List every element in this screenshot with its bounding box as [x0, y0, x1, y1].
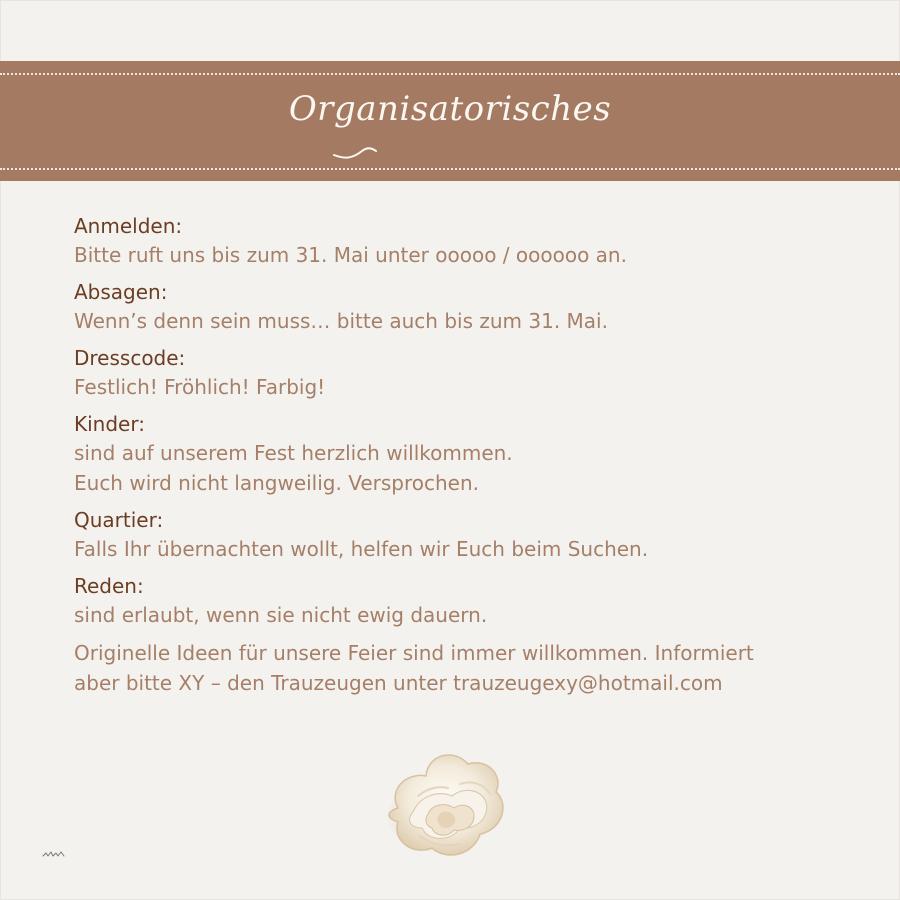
- section-label: Reden:: [74, 574, 144, 598]
- section-text: Falls Ihr übernachten wollt, helfen wir Euch beim Suchen.: [74, 537, 649, 561]
- section-absagen: [74, 278, 834, 336]
- section-text: Bitte ruft uns bis zum 31. Mai unter ooooo / oooooo an.: [74, 243, 627, 267]
- footer-line: aber bitte XY – den Trauzeugen unter trauzeugexy@hotmail.com: [74, 671, 723, 695]
- top-stitch-line: [0, 73, 900, 75]
- title-band: [0, 61, 900, 181]
- footer-note: [74, 638, 834, 698]
- section-text: Wenn’s denn sein muss… bitte auch bis zum 31. Mai.: [74, 309, 608, 333]
- section-text: Euch wird nicht langweilig. Versprochen.: [74, 471, 480, 495]
- footer-line: Originelle Ideen für unsere Feier sind immer willkommen. Informiert: [74, 641, 754, 665]
- section-dresscode: [74, 344, 834, 402]
- section-label: Dresscode:: [74, 346, 186, 370]
- section-quartier: [74, 506, 834, 564]
- bottom-stitch-line: [0, 168, 900, 170]
- section-text: sind auf unserem Fest herzlich willkommen.: [74, 441, 513, 465]
- section-kinder: [74, 410, 834, 498]
- section-label: Quartier:: [74, 508, 164, 532]
- section-text: Festlich! Fröhlich! Farbig!: [74, 375, 326, 399]
- section-label: Absagen:: [74, 280, 168, 304]
- scribble-icon: [42, 848, 66, 860]
- section-anmelden: [74, 212, 834, 270]
- section-text: sind erlaubt, wenn sie nicht ewig dauern.: [74, 603, 488, 627]
- flower-icon: [368, 730, 516, 870]
- section-title: Organisatorisches: [288, 89, 612, 129]
- title-flourish-icon: [332, 145, 380, 161]
- section-label: Anmelden:: [74, 214, 183, 238]
- section-reden: [74, 572, 834, 630]
- section-label: Kinder:: [74, 412, 145, 436]
- info-content: [74, 212, 834, 698]
